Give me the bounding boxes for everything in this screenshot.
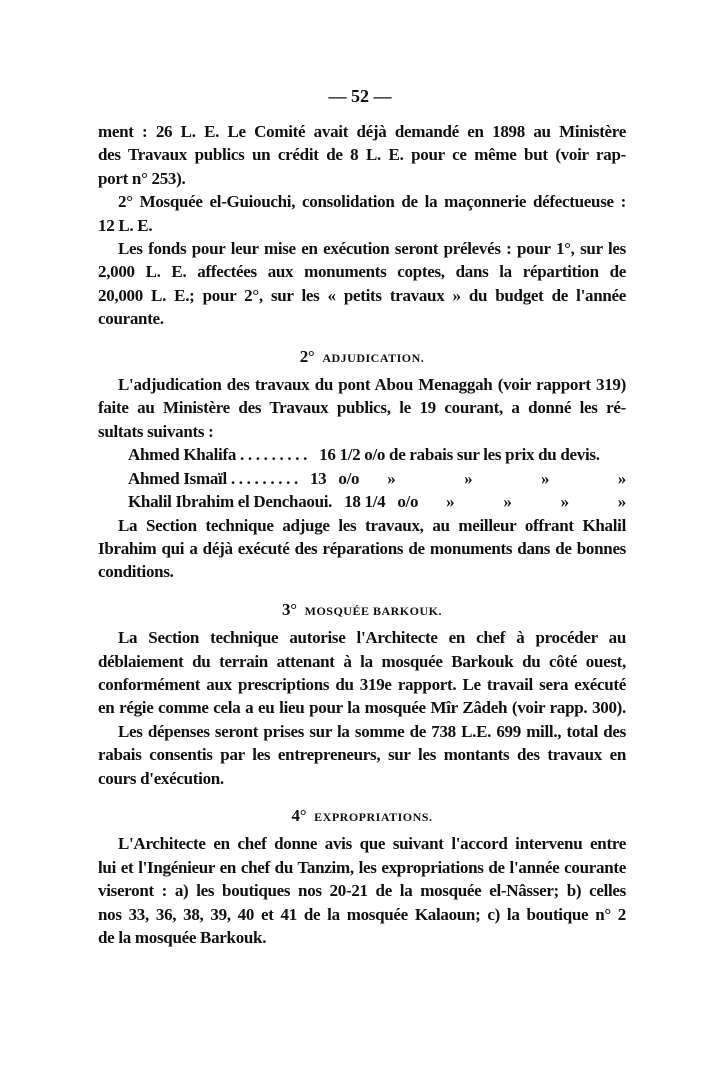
- paragraph: [98, 190, 626, 237]
- bid-value: 16 1/2 o/o de rabais sur les prix du devis.: [319, 445, 600, 465]
- text-line: La Section technique autorise l'Architecte en chef à procéder au: [118, 628, 626, 648]
- result-row: [98, 467, 626, 490]
- paragraph: [98, 832, 626, 949]
- ditto-mark: »: [617, 492, 626, 512]
- text-line: courante.: [98, 309, 164, 329]
- paragraph: [98, 514, 626, 584]
- text-line: sultats suivants :: [98, 421, 214, 441]
- bid-unit: o/o: [338, 468, 360, 488]
- ditto-marks: [430, 490, 626, 513]
- text-line: 2,000 L. E. affectées aux monuments coptes, dans la répartition de: [98, 262, 626, 282]
- heading-number: 3°: [282, 599, 297, 619]
- bidder-name: Ahmed Ismaïl . . . . . . . . .: [128, 468, 298, 488]
- ditto-mark: »: [464, 468, 473, 488]
- text-line: lui et l'Ingénieur en chef du Tanzim, les expropriations de l'année courante: [98, 857, 626, 877]
- section-heading: [98, 345, 626, 370]
- bid-value: 18 1/4: [344, 492, 386, 512]
- ditto-mark: »: [560, 492, 569, 512]
- paragraph: [98, 120, 626, 190]
- ditto-mark: »: [387, 468, 396, 488]
- text-line: de la mosquée Barkouk.: [98, 928, 267, 947]
- text-line: en régie comme cela a eu lieu pour la mosquée Mîr Zâdeh (voir rapp. 300).: [98, 698, 626, 718]
- heading-title: MOSQUÉE BARKOUK.: [304, 603, 442, 618]
- text-line: 2° Mosquée el-Guiouchi, consolidation de la maçonnerie défectueuse :: [118, 192, 626, 212]
- text-line: nos 33, 36, 38, 39, 40 et 41 de la mosquée Kalaoun; c) la boutique n° 2: [98, 904, 626, 924]
- text-line: Les dépenses seront prises sur la somme de 738 L.E. 699 mill., total des: [118, 721, 626, 741]
- text-line: viseront : a) les boutiques nos 20-21 de la mosquée el-Nâsser; b) celles: [98, 881, 626, 901]
- text-line: conformément aux prescriptions du 319e rapport. Le travail sera exécuté: [98, 674, 626, 694]
- ditto-marks: [371, 467, 626, 490]
- paragraph: [98, 237, 626, 331]
- text-line: Les fonds pour leur mise en exécution seront prélevés : pour 1°, sur les: [118, 239, 626, 259]
- heading-number: 4°: [291, 805, 307, 825]
- paragraph: [98, 373, 626, 443]
- heading-number: 2°: [299, 346, 315, 366]
- page-body: [98, 120, 626, 949]
- text-line: La Section technique adjuge les travaux, au meilleur offrant Khalil: [118, 515, 626, 535]
- bidder-name: Khalil Ibrahim el Denchaoui.: [128, 492, 333, 512]
- ditto-mark: »: [617, 468, 626, 488]
- text-line: L'Architecte en chef donne avis que suivant l'accord intervenu entre: [118, 834, 626, 854]
- text-line: cours d'exécution.: [98, 768, 224, 788]
- text-line: des Travaux publics un crédit de 8 L. E. pour ce même but (voir rap-: [98, 145, 626, 165]
- text-line: conditions.: [98, 562, 174, 582]
- section-heading: [98, 598, 626, 623]
- heading-title: EXPROPRIATIONS.: [314, 809, 433, 824]
- text-line: 20,000 L. E.; pour 2°, sur les « petits travaux » du budget de l'année: [98, 285, 626, 305]
- bid-value: 13: [309, 468, 327, 488]
- bid-unit: o/o: [397, 492, 419, 512]
- results-table: [98, 443, 626, 513]
- text-line: faite au Ministère des Travaux publics, le 19 courant, a donné les ré-: [98, 398, 626, 418]
- text-line: déblaiement du terrain attenant à la mosquée Barkouk du côté ouest,: [98, 651, 626, 671]
- result-row: [98, 490, 626, 513]
- ditto-mark: »: [503, 492, 512, 512]
- text-line: Ibrahim qui a déjà exécuté des réparations de monuments dans de bonnes: [98, 538, 626, 558]
- text-line: 12 L. E.: [98, 215, 153, 235]
- bidder-name: Ahmed Khalifa . . . . . . . . .: [128, 445, 308, 465]
- text-line: rabais consentis par les entrepreneurs, sur les montants des travaux en: [98, 745, 626, 765]
- ditto-mark: »: [540, 468, 550, 488]
- text-line: port n° 253).: [98, 168, 186, 188]
- text-line: L'adjudication des travaux du pont Abou Menaggah (voir rapport 319): [118, 375, 626, 395]
- heading-title: ADJUDICATION.: [322, 350, 425, 365]
- section-heading: [98, 804, 626, 829]
- paragraph: [98, 626, 626, 720]
- result-row: [98, 443, 626, 466]
- page-number: — 52 —: [328, 86, 392, 106]
- paragraph: [98, 720, 626, 790]
- ditto-mark: »: [446, 492, 455, 512]
- text-line: ment : 26 L. E. Le Comité avait déjà demandé en 1898 au Ministère: [98, 122, 626, 141]
